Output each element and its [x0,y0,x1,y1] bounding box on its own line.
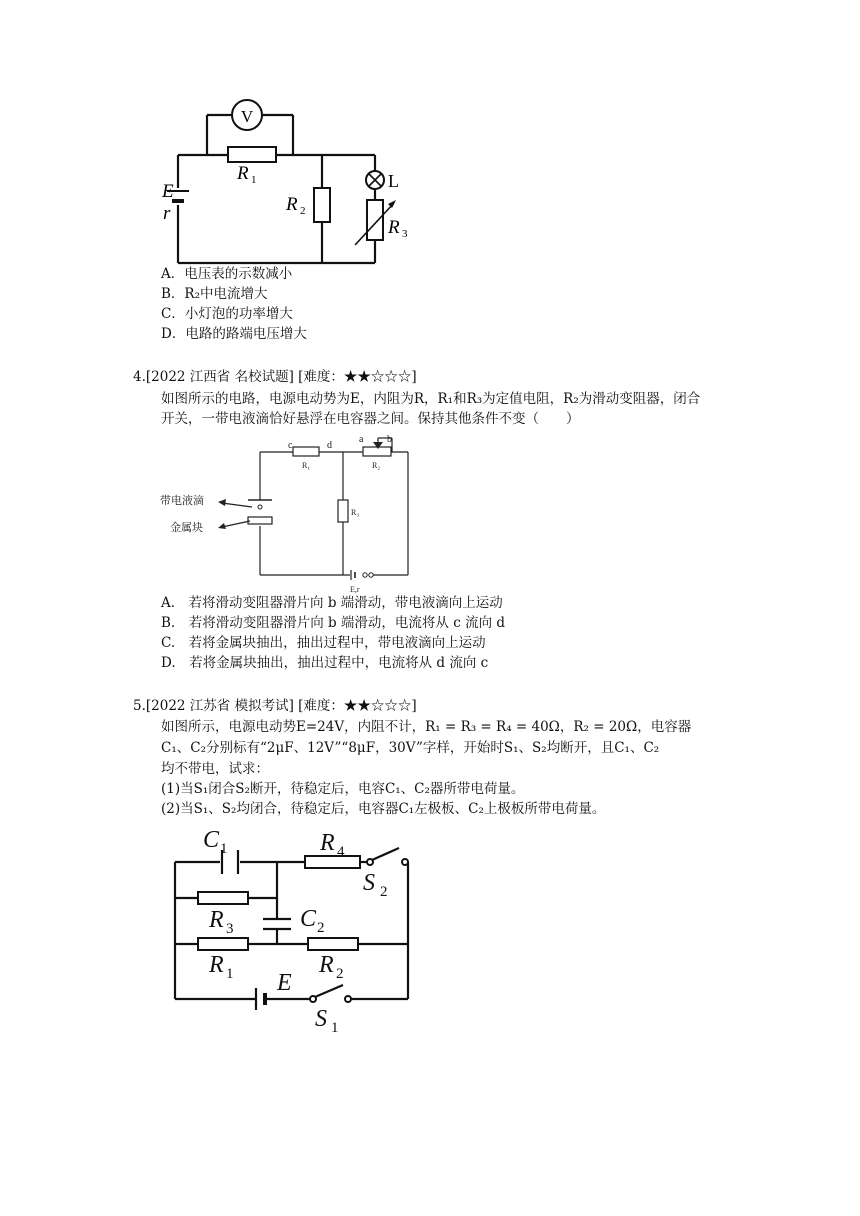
s2-subscript: 2 [380,884,388,900]
q4-option-d: D. 若将金属块抽出，抽出过程中，电流将从 d 流向 c [161,655,489,671]
resistor-r2 [314,188,330,222]
r4-subscript: 4 [337,844,345,860]
s1-label: S [315,1006,327,1032]
r1-label: R₁ [302,461,311,470]
r2-subscript: 2 [336,966,344,982]
r3-subscript: 3 [402,228,408,240]
voltmeter-label: V [240,107,254,126]
droplet-label: 带电液滴 [160,495,204,507]
r3-label: R [388,217,400,238]
source-label: E,r [350,585,360,594]
rheostat-r3 [367,200,383,240]
resistor-r4 [305,856,360,868]
circuit-figure-q3 [150,95,430,270]
q3-option-c: C．小灯泡的功率增大 [161,306,293,322]
circuit-figure-q4 [160,430,420,595]
q5-subquestion-1: (1)当S₁闭合S₂断开，待稳定后，电容C₁、C₂器所带电荷量。 [161,781,525,797]
r2-label: R [286,194,298,215]
switch-s2-icon [367,848,408,865]
label-a: a [359,434,364,445]
q3-option-a: A．电压表的示数减小 [161,266,293,282]
c1-label: C [203,827,220,853]
r3-label: R₃ [351,508,360,517]
r3-label: R [209,907,224,933]
r1-subscript: 1 [251,174,257,186]
q4-option-a: A. 若将滑动变阻器滑片向 b 端滑动，带电液滴向上运动 [161,595,503,611]
resistor-r1 [198,938,248,950]
r1-subscript: 1 [226,966,234,982]
lamp-icon [366,171,384,189]
resistor-r2 [308,938,358,950]
droplet-arrow-icon [218,499,252,507]
r1-label: R [237,163,249,184]
c2-label: C [300,906,317,932]
q3-option-d: D．电路的路端电压增大 [161,326,307,342]
resistor-r1 [293,447,319,456]
r3-subscript: 3 [226,921,234,937]
resistor-r3 [198,892,248,904]
q5-body-line-1: 如图所示，电源电动势E=24V，内阻不计，R₁ = R₃ = R₄ = 40Ω，R₂ = 20Ω，电容器 [161,719,692,735]
battery-icon [256,988,265,1010]
label-c: c [288,440,293,451]
lamp-label: L [388,171,399,191]
q4-body-line-2: 开关，一带电液滴恰好悬浮在电容器之间。保持其他条件不变（ ） [161,411,580,427]
r2-label: R₂ [372,461,381,470]
q5-body-line-3: 均不带电，试求： [161,761,269,777]
q4-option-c: C. 若将金属块抽出，抽出过程中，带电液滴向上运动 [161,635,486,651]
internal-resistance-label: r [163,203,171,224]
r2-subscript: 2 [300,205,306,217]
s1-subscript: 1 [331,1020,339,1032]
emf-label: E [277,970,292,996]
metal-block [248,517,272,524]
resistor-r1 [228,147,276,162]
c1-subscript: 1 [220,841,228,857]
resistor-r2 [363,447,391,456]
r4-label: R [320,830,335,856]
q4-body-line-1: 如图所示的电路，电源电动势为E，内阻为R，R₁和R₃为定值电阻，R₂为滑动变阻器，闭合 [161,391,701,407]
q5-header: 5.[2022 江苏省 模拟考试] [难度：★★☆☆☆] [133,698,417,714]
c2-subscript: 2 [317,920,325,936]
emf-label: E [162,181,174,202]
q4-header: 4.[2022 江西省 名校试题] [难度：★★☆☆☆] [133,369,417,385]
r1-label: R [209,952,224,978]
circuit-figure-q5 [165,822,425,1032]
s2-label: S [363,870,375,896]
label-b: b [387,434,392,445]
metal-arrow-icon [218,521,250,529]
q5-body-line-2: C₁、C₂分别标有“2μF、12V”“8μF，30V”字样，开始时S₁、S₂均断开，且C₁、C₂ [161,740,660,756]
switch-s1-icon [310,985,351,1002]
q4-option-b: B. 若将滑动变阻器滑片向 b 端滑动，电流将从 c 流向 d [161,615,506,631]
r2-label: R [319,952,334,978]
label-d: d [327,440,332,451]
q5-subquestion-2: (2)当S₁、S₂均闭合，待稳定后，电容器C₁左极板、C₂上极板所带电荷量。 [161,801,606,817]
metal-label: 金属块 [170,522,203,534]
resistor-r3 [338,500,348,522]
q3-option-b: B．R₂中电流增大 [161,286,268,302]
